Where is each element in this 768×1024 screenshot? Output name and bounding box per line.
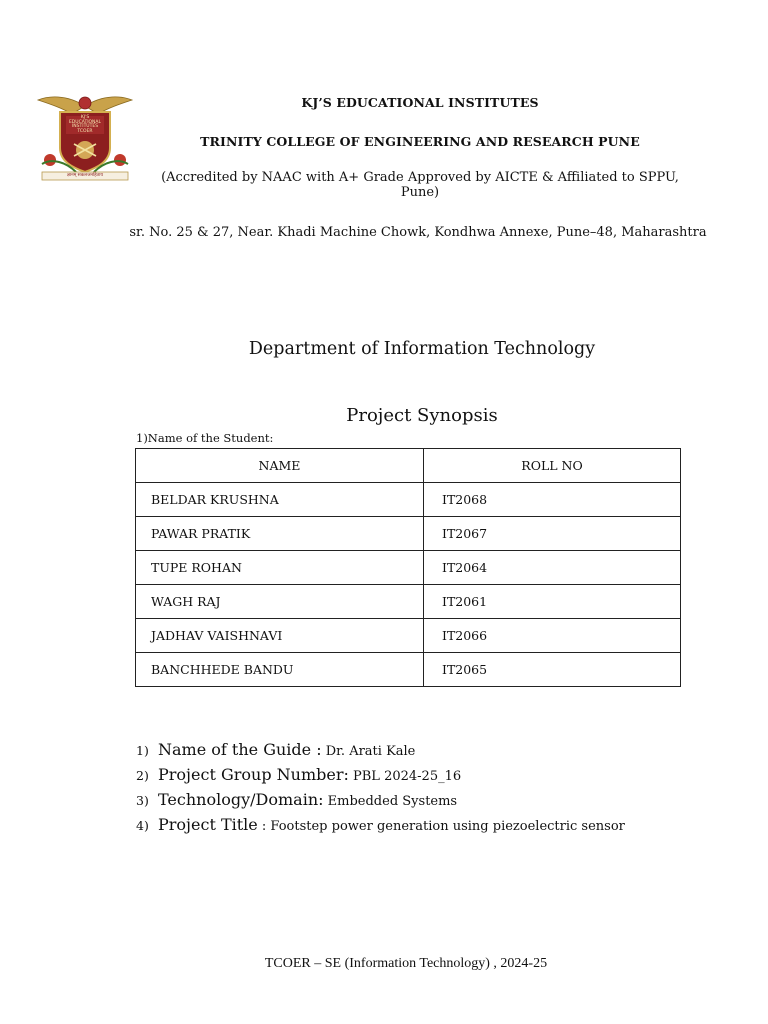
table-row: [136, 517, 681, 551]
roll-number-cell: IT2068: [424, 483, 681, 517]
student-name-cell: PAWAR PRATIK: [136, 517, 424, 551]
student-name-cell: BANCHHEDE BANDU: [136, 653, 424, 687]
logo-text-line: INSTITUTES: [71, 124, 99, 130]
column-header-roll: ROLL NO: [424, 449, 681, 483]
detail-value: Embedded Systems: [323, 794, 458, 809]
detail-item-title: [136, 815, 736, 840]
college-crest-logo: [36, 92, 134, 182]
student-name-cell: TUPE ROHAN: [136, 551, 424, 585]
detail-value: : Footstep power generation using piezoelectric sensor: [257, 819, 625, 834]
table-header-row: [136, 449, 681, 483]
table-row: [136, 483, 681, 517]
roll-number-cell: IT2067: [424, 517, 681, 551]
student-name-cell: BELDAR KRUSHNA: [136, 483, 424, 517]
accreditation-line: (Accredited by NAAC with A+ Grade Approved by AICTE & Affiliated to SPPU, Pune): [161, 170, 679, 200]
table-row: [136, 653, 681, 687]
detail-label: Technology/Domain:: [158, 790, 324, 809]
crest-icon: [36, 92, 134, 182]
detail-label: Project Group Number:: [158, 765, 349, 784]
detail-value: Dr. Arati Kale: [321, 744, 416, 759]
table-row: [136, 619, 681, 653]
students-label: 1)Name of the Student:: [136, 431, 274, 445]
list-number: 3): [136, 793, 149, 808]
detail-label: Project Title: [158, 815, 258, 834]
institute-name: KJ’S EDUCATIONAL INSTITUTES: [301, 95, 539, 110]
college-name: TRINITY COLLEGE OF ENGINEERING AND RESEARCH PUNE: [200, 134, 640, 149]
roll-number-cell: IT2064: [424, 551, 681, 585]
list-number: 1): [136, 743, 149, 758]
table-row: [136, 585, 681, 619]
table-row: [136, 551, 681, 585]
page-footer: TCOER – SE (Information Technology) , 2024-25: [264, 956, 548, 971]
logo-text-line: KJ'S: [80, 115, 90, 120]
roll-number-cell: IT2066: [424, 619, 681, 653]
logo-text: [66, 116, 104, 134]
detail-item-guide: [136, 740, 736, 765]
column-header-name: NAME: [136, 449, 424, 483]
detail-item-group-number: [136, 765, 736, 790]
list-number: 2): [136, 768, 149, 783]
department-title: Department of Information Technology: [248, 339, 596, 359]
logo-motto: ज्ञानम् सकलजनहिताय: [67, 173, 103, 178]
list-number: 4): [136, 818, 149, 833]
roll-number-cell: IT2061: [424, 585, 681, 619]
logo-text-line: EDUCATIONAL: [68, 119, 102, 125]
student-name-cell: JADHAV VAISHNAVI: [136, 619, 424, 653]
students-table: [135, 448, 681, 687]
student-name-cell: WAGH RAJ: [136, 585, 424, 619]
address-line: sr. No. 25 & 27, Near. Khadi Machine Chowk, Kondhwa Annexe, Pune–48, Maharashtra: [129, 225, 707, 240]
document-title: Project Synopsis: [346, 405, 498, 426]
logo-text-line: TCOER: [77, 128, 93, 134]
roll-number-cell: IT2065: [424, 653, 681, 687]
detail-value: PBL 2024-25_16: [348, 769, 462, 784]
detail-item-domain: [136, 790, 736, 815]
project-details-list: [136, 740, 736, 840]
detail-label: Name of the Guide :: [158, 740, 322, 759]
